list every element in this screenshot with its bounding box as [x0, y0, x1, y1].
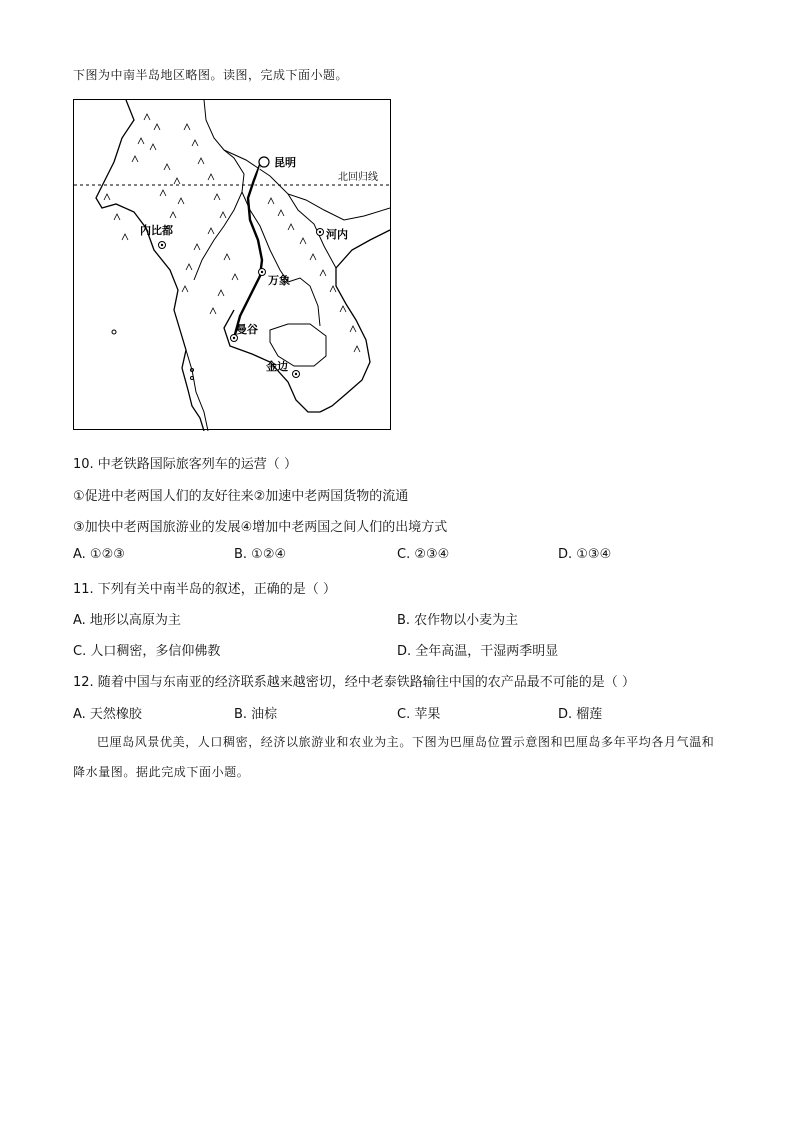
question-12-stem: 12. 随着中国与东南亚的经济联系越来越密切，经中老泰铁路输往中国的农产品最不可能的是（ ） [73, 675, 635, 690]
question-10-option-d[interactable]: D. ①③④ [558, 547, 612, 562]
question-12-option-a[interactable]: A. 天然橡胶 [73, 707, 142, 722]
question-10-option-a[interactable]: A. ①②③ [73, 547, 125, 562]
question-11-option-a[interactable]: A. 地形以高原为主 [73, 613, 181, 628]
question-10-option-b[interactable]: B. ①②④ [234, 547, 287, 562]
question-10-stem: 10. 中老铁路国际旅客列车的运营（ ） [73, 457, 297, 472]
tropic-label: 北回归线 [338, 172, 378, 183]
bangkok-label: 曼谷 [236, 323, 258, 336]
peninsula [186, 350, 208, 431]
border-laos-thailand [242, 192, 320, 326]
question-12-option-c[interactable]: C. 苹果 [397, 707, 441, 722]
map-svg [74, 100, 392, 431]
island-3 [191, 377, 194, 380]
intro-text: 下图为中南半岛地区略图。读图，完成下面小题。 [73, 68, 349, 82]
hanoi-label: 河内 [326, 228, 348, 241]
kunming-marker [259, 157, 269, 167]
question-11-option-b[interactable]: B. 农作物以小麦为主 [397, 613, 519, 628]
question-12-option-b[interactable]: B. 油棕 [234, 707, 278, 722]
question-11-option-d[interactable]: D. 全年高温，干湿两季明显 [397, 644, 559, 659]
naypyidaw-label: 内比都 [140, 224, 173, 237]
question-10-option-c[interactable]: C. ②③④ [397, 547, 450, 562]
question-10-statements-2: ③加快中老两国旅游业的发展④增加中老两国之间人们的出境方式 [73, 520, 448, 535]
indochina-map [73, 99, 391, 430]
question-12-option-d[interactable]: D. 榴莲 [558, 707, 603, 722]
question-11-option-c[interactable]: C. 人口稠密，多信仰佛教 [73, 644, 221, 659]
kunming-label: 昆明 [274, 156, 296, 169]
phnom-penh-label: 金边 [266, 360, 288, 373]
railway-line [234, 160, 262, 338]
border-myanmar-east [194, 100, 244, 280]
vientiane-label: 万象 [268, 274, 290, 287]
question-11-stem: 11. 下列有关中南半岛的叙述，正确的是（ ） [73, 582, 336, 597]
island-1 [112, 330, 116, 334]
bali-intro-text: 巴厘岛风景优美，人口稠密，经济以旅游业和农业为主。下图为巴厘岛位置示意图和巴厘岛多年平均各月气温和降水量图。据此完成下面小题。 [73, 735, 715, 779]
question-10-statements-1: ①促进中老两国人们的友好往来②加速中老两国货物的流通 [73, 489, 409, 504]
